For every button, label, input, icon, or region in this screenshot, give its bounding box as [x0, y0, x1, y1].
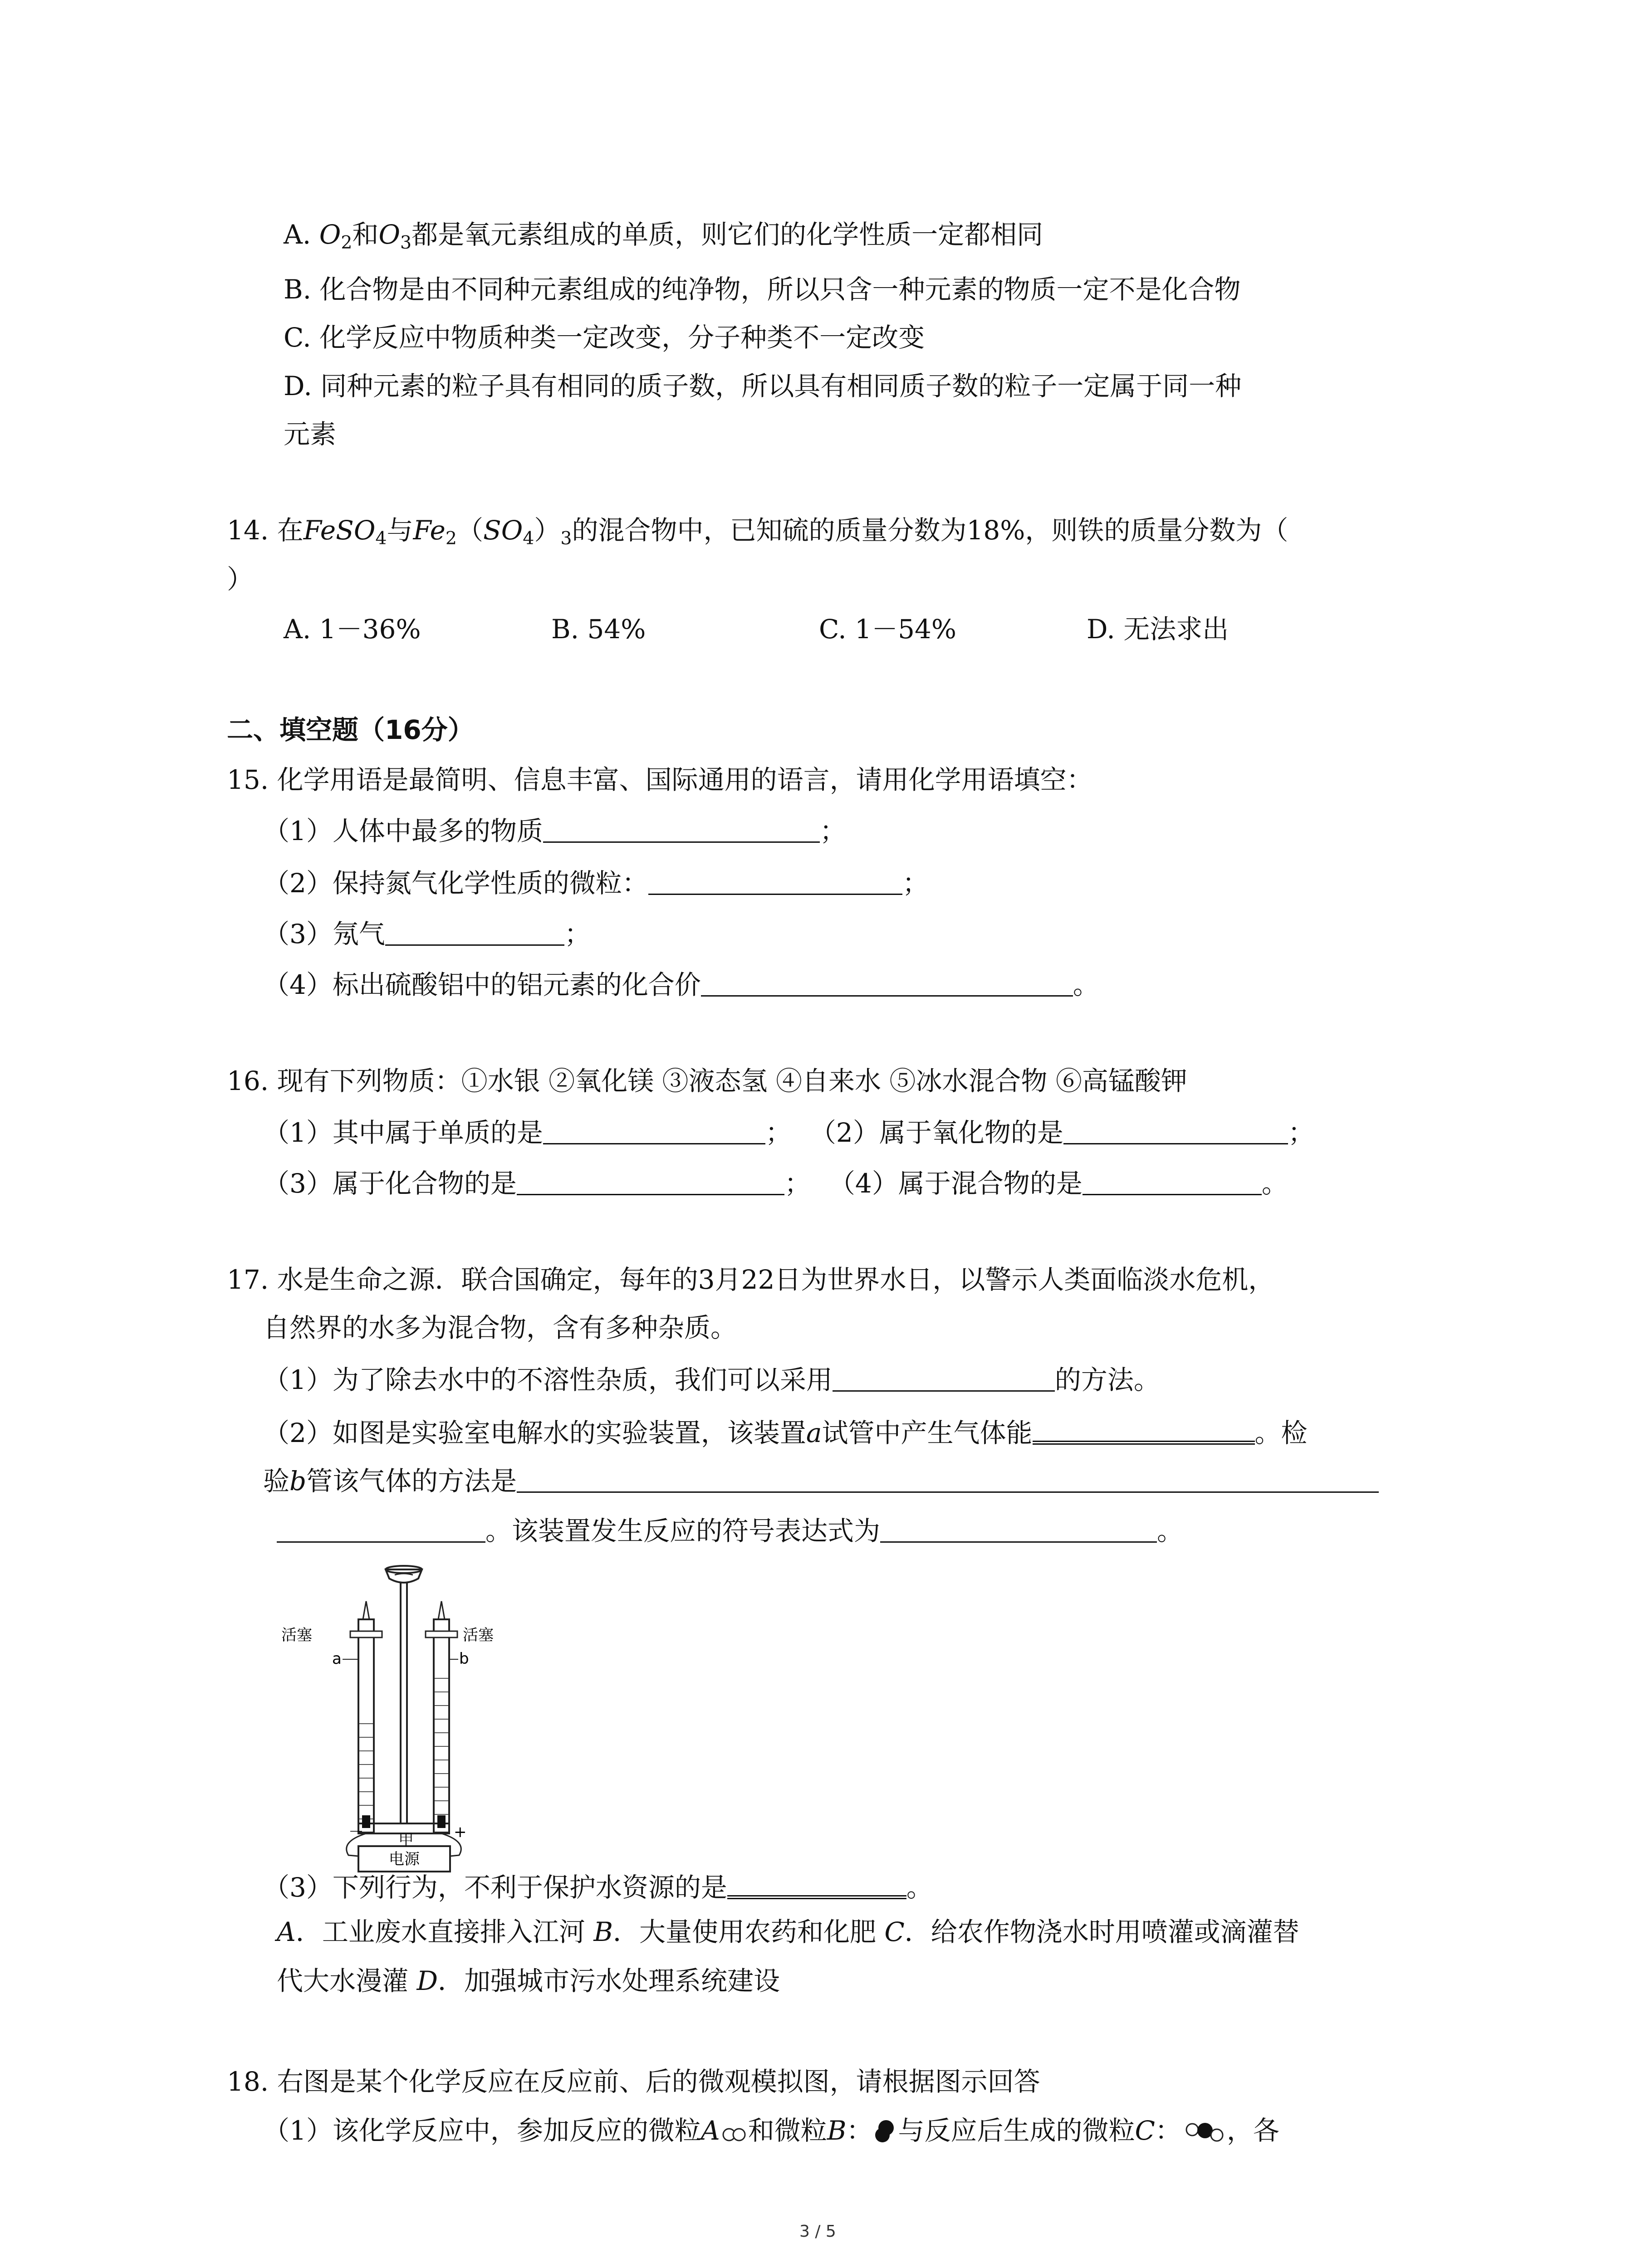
q13-option-c: C. 化学反应中物质种类一定改变，分子种类不一定改变: [284, 322, 925, 353]
q14-stem-close: ）: [227, 564, 254, 595]
answer-blank[interactable]: [727, 1869, 906, 1899]
molecule-a-icon: [720, 2122, 748, 2143]
tube-b-label: b: [459, 1650, 469, 1668]
q17-part2: （2）如图是实验室电解水的实验装置，该装置a试管中产生气体能 。检: [263, 1414, 1308, 1446]
answer-blank[interactable]: [385, 918, 564, 946]
q13-option-a: A. $O_2$和$O_3$都是氧元素组成的单质，则它们的化学性质一定都相同: [284, 219, 1043, 254]
section-heading: 二、填空题（16分）: [227, 714, 474, 745]
q13-option-d-cont: 元素: [284, 419, 337, 450]
q16-stem: 16. 现有下列物质：①水银 ②氧化镁 ③液态氢 ④自来水 ⑤冰水混合物 ⑥高锰酸钾: [227, 1066, 1187, 1096]
q18-part1: （1）该化学反应中，参加反应的微粒A 和微粒B： 与反应后生成的微粒C： ，各: [263, 2115, 1279, 2146]
stopcock-left-label: 活塞: [281, 1626, 312, 1644]
q14-option-b: B. 54%: [551, 614, 646, 645]
answer-blank[interactable]: [833, 1364, 1055, 1392]
figure-caption: 甲: [398, 1831, 414, 1849]
answer-blank[interactable]: [648, 867, 902, 895]
q14-option-a: A. 1－36%: [284, 614, 421, 645]
stopcock-left: [350, 1631, 382, 1637]
answer-blank[interactable]: [1083, 1168, 1262, 1195]
negative-sign: －: [348, 1823, 364, 1841]
positive-sign: +: [454, 1823, 467, 1841]
q17-part2-line2: 验b管该气体的方法是: [263, 1465, 1379, 1494]
q17-stem-cont: 自然界的水多为混合物，含有多种杂质。: [263, 1312, 737, 1343]
tube-a-label: a: [332, 1650, 342, 1668]
q15-stem: 15. 化学用语是最简明、信息丰富、国际通用的语言，请用化学用语填空：: [227, 764, 1093, 795]
answer-blank[interactable]: [277, 1515, 485, 1543]
q16-row1: （1）其中属于单质的是 ； （2）属于氧化物的是 ；: [263, 1117, 1314, 1148]
water-level: [359, 1678, 448, 1819]
q17-part2-line3: 。该装置发生反应的符号表达式为 。: [277, 1515, 1183, 1544]
molecule-b-icon: [872, 2118, 898, 2143]
page-number: 3 / 5: [799, 2222, 836, 2241]
stopcock-right: [426, 1631, 457, 1637]
answer-blank[interactable]: [517, 1465, 1379, 1493]
molecule-c-icon: [1181, 2120, 1227, 2143]
q13-option-d: D. 同种元素的粒子具有相同的质子数，所以具有相同质子数的粒子一定属于同一种: [284, 371, 1242, 401]
answer-blank[interactable]: [543, 1117, 765, 1144]
q15-part1: （1）人体中最多的物质 ；: [263, 816, 846, 846]
q13-option-b: B. 化合物是由不同种元素组成的纯净物，所以只含一种元素的物质一定不是化合物: [284, 274, 1241, 305]
q15-part2: （2）保持氮气化学性质的微粒： ；: [263, 868, 929, 899]
power-supply-label: 电源: [389, 1850, 420, 1868]
answer-blank[interactable]: [701, 969, 1073, 997]
q17-part1: （1）为了除去水中的不溶性杂质，我们可以采用 的方法。: [263, 1364, 1160, 1395]
q17-choices-cont: 代大水漫灌 D．加强城市污水处理系统建设: [277, 1965, 780, 1996]
answer-blank[interactable]: [1063, 1117, 1288, 1144]
q15-part3: （3）氖气 ；: [263, 919, 591, 949]
answer-blank[interactable]: [543, 815, 820, 843]
q15-part4: （4）标出硫酸铝中的铝元素的化合价 。: [263, 969, 1099, 1000]
q14-stem: 14. 在FeSO$_4$与$Fe_2(SO_4)_3$的混合物中，已知硫的质量分数为18%，则铁的质量分数为（: [227, 515, 1288, 549]
q16-row2: （3）属于化合物的是 ； （4）属于混合物的是 。: [263, 1168, 1288, 1199]
q17-part3: （3）下列行为，不利于保护水资源的是 。: [263, 1869, 933, 1901]
tube-a: [358, 1619, 374, 1833]
q17-stem: 17. 水是生命之源．联合国确定，每年的3月22日为世界水日，以警示人类面临淡水危机，: [227, 1264, 1275, 1295]
q14-option-c: C. 1－54%: [819, 614, 956, 645]
answer-blank[interactable]: [880, 1515, 1157, 1543]
q17-choices: A．工业废水直接排入江河 B．大量使用农药和化肥 C．给农作物浇水时用喷灌或滴灌替: [277, 1916, 1299, 1947]
stopcock-right-label: 活塞: [463, 1626, 494, 1644]
electrolysis-apparatus-diagram: [272, 1551, 526, 1878]
answer-blank[interactable]: [1033, 1414, 1255, 1445]
answer-blank[interactable]: [517, 1168, 784, 1195]
q14-option-d: D. 无法求出: [1087, 614, 1229, 645]
electrode-positive: [437, 1815, 446, 1828]
q18-stem: 18. 右图是某个化学反应在反应前、后的微观模拟图，请根据图示回答: [227, 2066, 1040, 2097]
